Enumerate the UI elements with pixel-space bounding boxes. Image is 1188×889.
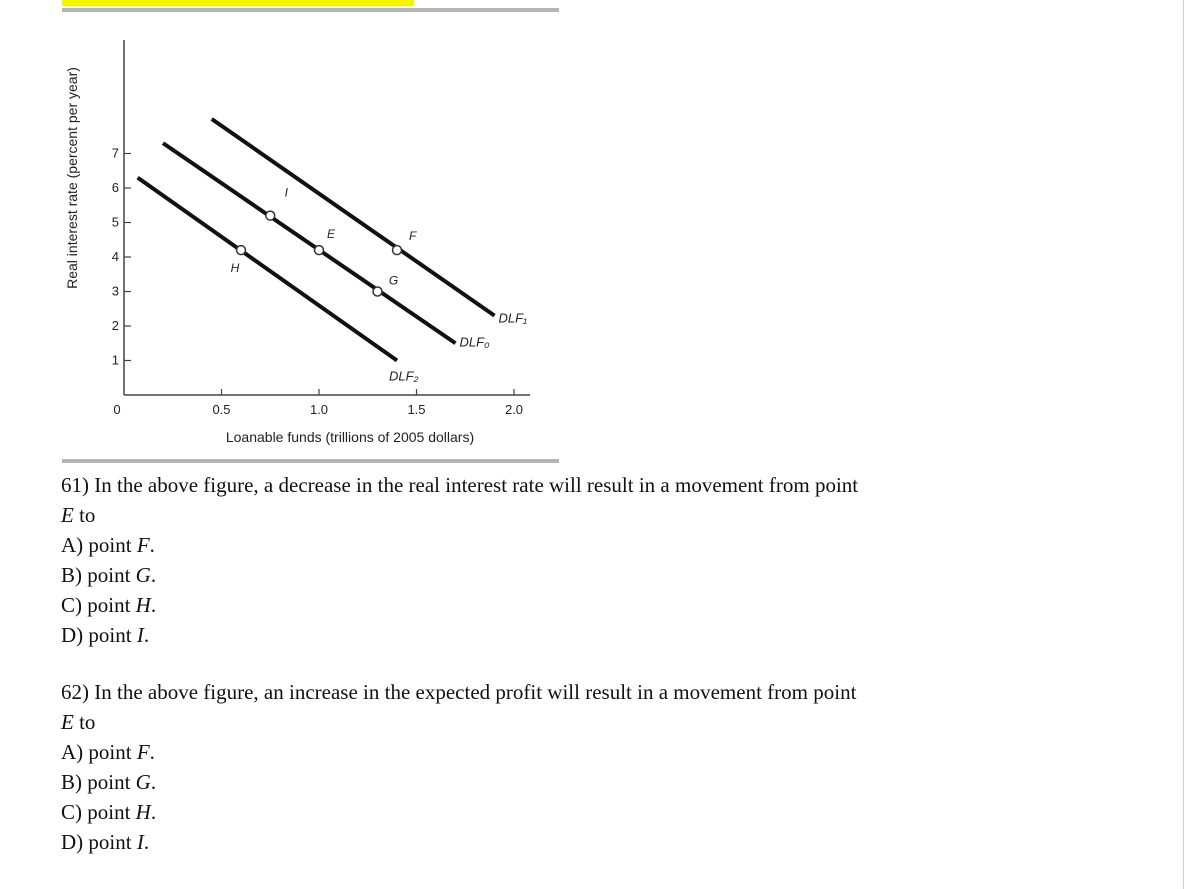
option-letter: A): [61, 740, 84, 764]
curve-label: DLF₁: [498, 310, 528, 326]
point-marker: [373, 287, 382, 296]
option-c: [61, 590, 1061, 620]
question-stem: [61, 470, 1061, 500]
option-value: H: [135, 593, 151, 617]
stem-end-word: to: [79, 710, 96, 734]
question-stem-end: [61, 707, 1061, 737]
option-value: G: [135, 563, 151, 587]
option-b: [61, 560, 1061, 590]
question-stem-end: [61, 500, 1061, 530]
option-suffix: .: [150, 800, 157, 824]
y-ticks-group: [112, 146, 131, 368]
option-suffix: .: [150, 770, 157, 794]
point-marker: [315, 246, 324, 255]
y-tick-label: 4: [111, 249, 119, 264]
question-stem: [61, 677, 1061, 707]
point-label: I: [284, 185, 288, 200]
point-label: G: [388, 273, 399, 288]
stem-point: E: [61, 710, 74, 734]
option-suffix: .: [149, 740, 155, 764]
option-letter: B): [61, 563, 82, 587]
option-prefix: point: [87, 800, 131, 824]
point-marker: [393, 246, 402, 255]
option-suffix: .: [143, 623, 150, 647]
curve-label: DLF₀: [459, 334, 490, 350]
point-label: F: [409, 229, 417, 244]
option-prefix: point: [88, 623, 132, 647]
option-suffix: .: [150, 593, 157, 617]
option-value: G: [135, 770, 151, 794]
curves-group: [138, 119, 528, 384]
x-ticks-group: [212, 389, 523, 417]
stem-point: E: [61, 503, 74, 527]
y-tick-label: 2: [111, 318, 119, 333]
x-tick-label: 1.0: [309, 402, 329, 417]
x-tick-label: 2.0: [504, 402, 524, 417]
x-axis-label: Loanable funds (trillions of 2005 dollars): [225, 429, 475, 445]
y-tick-label: 3: [111, 283, 119, 299]
option-prefix: point: [88, 830, 132, 854]
question-number: 62): [61, 680, 89, 704]
question-62: [61, 677, 1061, 857]
option-suffix: .: [150, 563, 157, 587]
option-a: [61, 737, 1061, 767]
point-marker: [266, 211, 275, 220]
option-letter: B): [61, 770, 82, 794]
x-tick-label: 1.5: [407, 402, 426, 417]
option-value: F: [136, 533, 150, 557]
option-value: F: [136, 740, 150, 764]
option-prefix: point: [87, 563, 131, 587]
y-tick-label: 1: [111, 352, 119, 368]
y-tick-label: 5: [111, 214, 119, 230]
point-label: H: [230, 261, 240, 276]
curve-label: DLF₂: [389, 368, 419, 384]
option-c: [61, 797, 1061, 827]
bottom-divider: [62, 459, 559, 463]
option-suffix: .: [143, 830, 150, 854]
option-letter: A): [61, 533, 84, 557]
option-a: [61, 530, 1061, 560]
question-61: [61, 470, 1061, 650]
option-letter: C): [61, 800, 82, 824]
origin-label: 0: [113, 402, 121, 417]
y-tick-label: 7: [111, 145, 119, 161]
option-letter: D): [61, 623, 84, 647]
question-text: In the above figure, a decrease in the real interest rate will result in a movement from point: [94, 473, 859, 497]
option-d: [61, 620, 1061, 650]
question-text: In the above figure, an increase in the expected profit will result in a movement from point: [94, 680, 857, 704]
option-value: I: [136, 623, 144, 647]
curve-line: [138, 178, 397, 361]
option-b: [61, 767, 1061, 797]
option-prefix: point: [87, 770, 131, 794]
option-letter: D): [61, 830, 84, 854]
stem-end-word: to: [79, 503, 96, 527]
option-suffix: .: [149, 533, 155, 557]
option-prefix: point: [88, 740, 132, 764]
question-number: 61): [61, 473, 89, 497]
point-marker: [237, 246, 246, 255]
option-prefix: point: [88, 533, 132, 557]
x-tick-label: 0.5: [212, 402, 231, 417]
option-value: H: [135, 800, 151, 824]
y-tick-label: 6: [111, 180, 119, 195]
option-prefix: point: [87, 593, 131, 617]
option-d: [61, 827, 1061, 857]
curve-line: [163, 143, 456, 343]
option-value: I: [136, 830, 144, 854]
y-axis-label: Real interest rate (percent per year): [64, 67, 80, 289]
curve-line: [212, 119, 495, 316]
point-label: E: [327, 227, 336, 242]
option-letter: C): [61, 593, 82, 617]
